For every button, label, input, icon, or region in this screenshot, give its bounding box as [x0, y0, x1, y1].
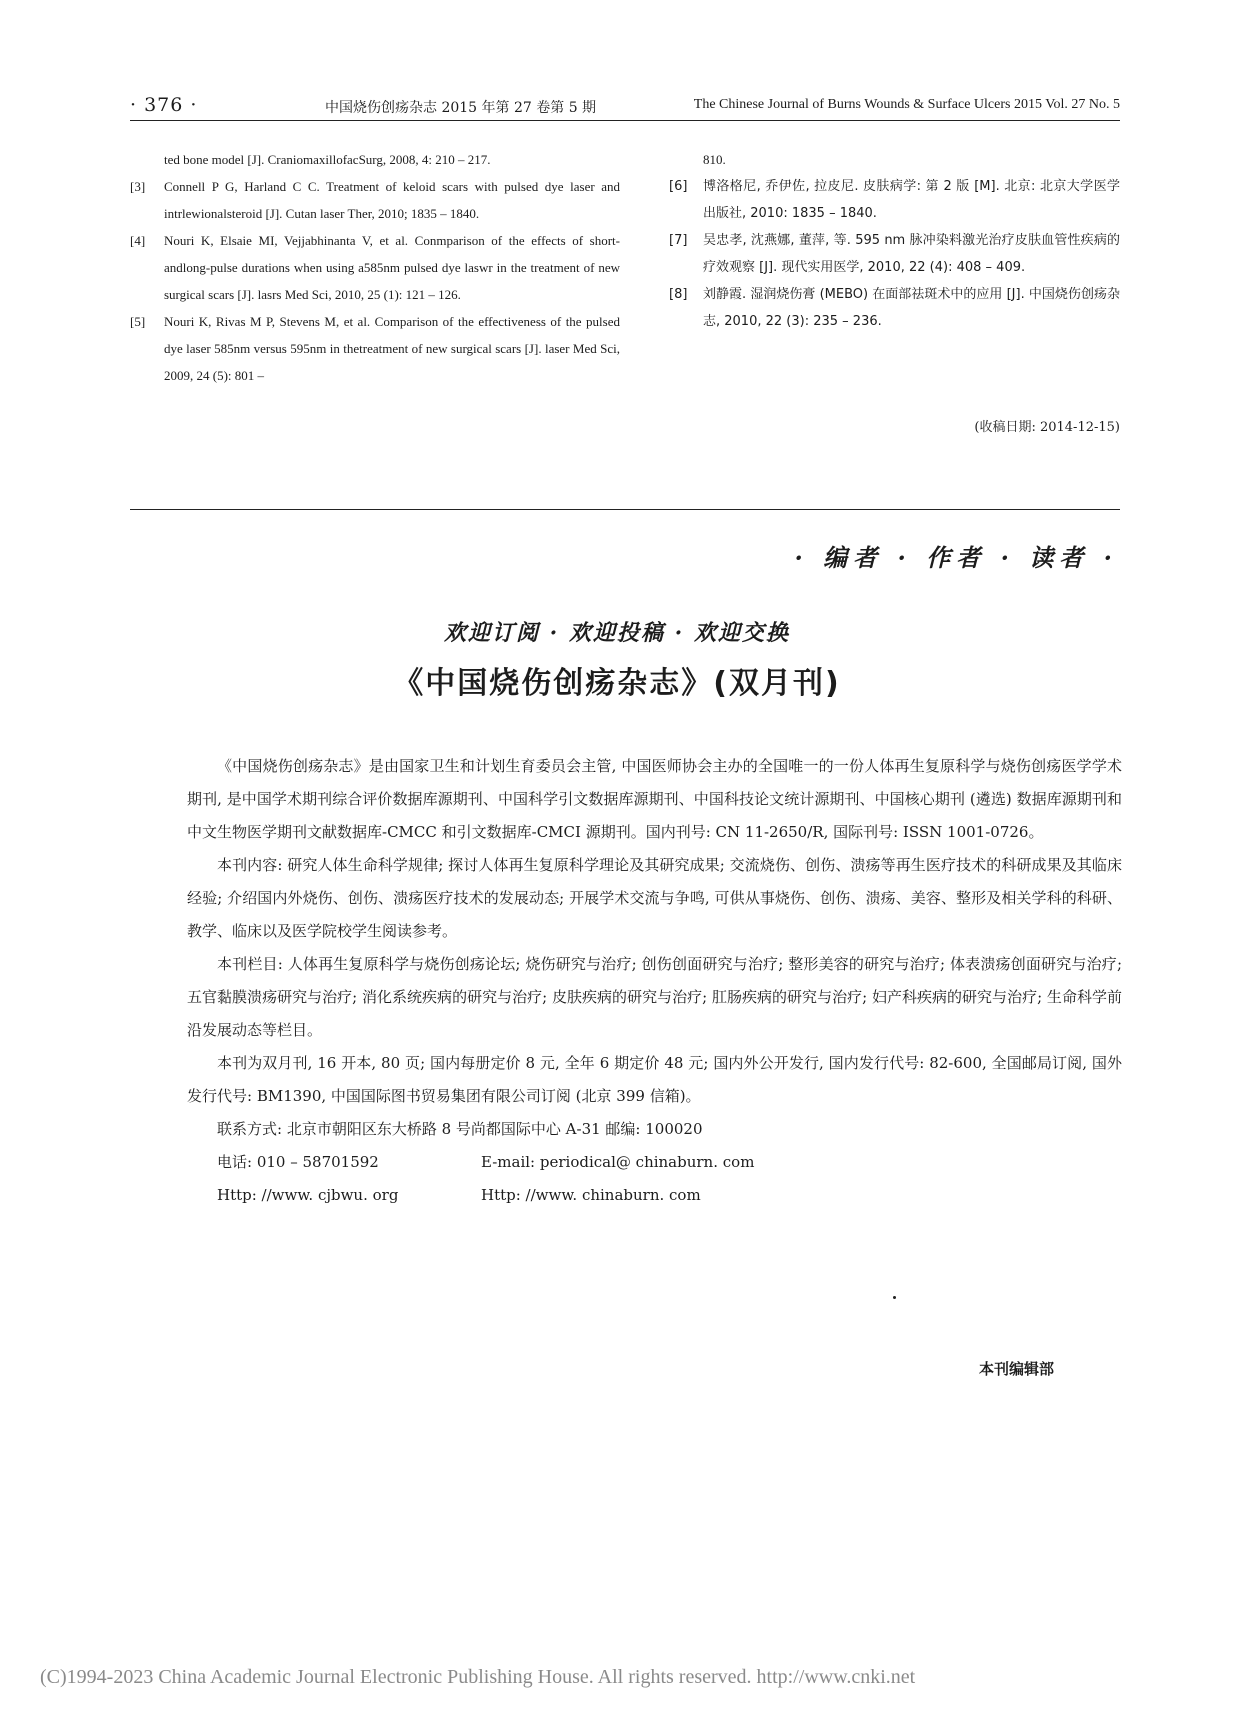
- references-right-column: [669, 146, 1120, 335]
- contact-website-1: Http: //www. cjbwu. org: [217, 1186, 399, 1204]
- notice-body: [187, 750, 1122, 1212]
- reference-text: 吴忠孝, 沈燕娜, 董萍, 等. 595 nm 脉冲染料激光治疗皮肤血管性疾病的疗效观察 [J]. 现代实用医学, 2010, 22 (4): 408 – 409.: [703, 233, 1120, 275]
- reference-number: [5]: [130, 314, 146, 329]
- reference-entry: [130, 146, 620, 173]
- contact-phone: 电话: 010 – 58701592: [217, 1153, 379, 1171]
- contact-row-phone-email: [187, 1146, 1122, 1179]
- section-divider: [130, 509, 1120, 510]
- page-number: · 376 ·: [130, 94, 198, 116]
- reference-number: [8]: [669, 287, 688, 302]
- editorial-signature: 本刊编辑部: [978, 1360, 1054, 1378]
- received-date: (收稿日期: 2014-12-15): [974, 420, 1120, 435]
- column-label: · 编者 · 作者 · 读者 ·: [794, 543, 1118, 572]
- notice-paragraph: 本刊为双月刊, 16 开本, 80 页; 国内每册定价 8 元, 全年 6 期定价 48 元; 国内外公开发行, 国内发行代号: 82-600, 全国邮局订阅, 国外发行代号: BM1390, 中国国际图书贸易集团有限公司订阅 (北京 399 信箱)。: [187, 1054, 1122, 1105]
- reference-entry: [130, 308, 620, 389]
- contact-email: E-mail: periodical@ chinaburn. com: [481, 1153, 755, 1171]
- contact-website-2: Http: //www. chinaburn. com: [481, 1186, 701, 1204]
- stray-dot: [893, 1296, 896, 1299]
- copyright-footer: (C)1994-2023 China Academic Journal Electronic Publishing House. All rights reserved. http://www.cnki.net: [40, 1666, 916, 1688]
- reference-number: [3]: [130, 179, 146, 194]
- journal-title-cn: 中国烧伤创疡杂志 2015 年第 27 卷第 5 期: [325, 100, 597, 116]
- reference-entry: [130, 227, 620, 308]
- reference-text: Nouri K, Rivas M P, Stevens M, et al. Comparison of the effectiveness of the pulsed dye laser 585nm versus 595nm in thetreatment of new surgical scars [J]. laser Med Sci, 2009, 24 (5): 801 –: [164, 314, 620, 383]
- reference-entry: [669, 173, 1120, 227]
- notice-paragraph: 联系方式: 北京市朝阳区东大桥路 8 号尚都国际中心 A-31 邮编: 100020: [217, 1120, 703, 1138]
- reference-entry: [669, 146, 1120, 173]
- reference-text: 刘静霞. 湿润烧伤膏 (MEBO) 在面部祛斑术中的应用 [J]. 中国烧伤创疡杂志, 2010, 22 (3): 235 – 236.: [703, 287, 1120, 329]
- notice-paragraph: 《中国烧伤创疡杂志》是由国家卫生和计划生育委员会主管, 中国医师协会主办的全国唯一的一份人体再生复原科学与烧伤创疡医学学术期刊, 是中国学术期刊综合评价数据库源期刊、中国科学引文数据库源期刊、中国科技论文统计源期刊、中国核心期刊 (遴选) 数据库源期刊和中文生物医学期刊文献数据库-CMCC 和引文数据库-CMCI 源期刊。国内刊号: CN 11-2650/R, 国际刊号: ISSN 1001-0726。: [187, 757, 1122, 841]
- reference-text: ted bone model [J]. CraniomaxillofacSurg, 2008, 4: 210 – 217.: [164, 152, 491, 167]
- header-rule: [130, 120, 1120, 121]
- reference-entry: [130, 173, 620, 227]
- reference-text: 博洛格尼, 乔伊佐, 拉皮尼. 皮肤病学: 第 2 版 [M]. 北京: 北京大学医学出版社, 2010: 1835 – 1840.: [703, 179, 1120, 221]
- reference-entry: [669, 227, 1120, 281]
- notice-paragraph: 本刊栏目: 人体再生复原科学与烧伤创疡论坛; 烧伤研究与治疗; 创伤创面研究与治疗; 整形美容的研究与治疗; 体表溃疡创面研究与治疗; 五官黏膜溃疡研究与治疗; 消化系统疾病的研究与治疗; 皮肤疾病的研究与治疗; 肛肠疾病的研究与治疗; 妇产科疾病的研究与治疗; 生命科学前沿发展动态等栏目。: [187, 955, 1122, 1039]
- reference-entry: [669, 281, 1120, 335]
- reference-number: [4]: [130, 233, 146, 248]
- contact-row-websites: [187, 1179, 1122, 1212]
- reference-number: [7]: [669, 233, 688, 248]
- reference-text: Connell P G, Harland C C. Treatment of keloid scars with pulsed dye laser and intrlewionalsteroid [J]. Cutan laser Ther, 2010; 1835 – 1840.: [164, 179, 620, 221]
- notice-paragraph: 本刊内容: 研究人体生命科学规律; 探讨人体再生复原科学理论及其研究成果; 交流烧伤、创伤、溃疡等再生医疗技术的科研成果及其临床经验; 介绍国内外烧伤、创伤、溃疡医疗技术的发展动态; 开展学术交流与争鸣, 可供从事烧伤、创伤、溃疡、美容、整形及相关学科的科研、教学、临床以及医学院校学生阅读参考。: [187, 856, 1122, 940]
- reference-text: Nouri K, Elsaie MI, Vejjabhinanta V, et al. Conmparison of the effects of short-andlong-pulse durations when using a585nm pulsed dye laswr in the treatment of new surgical scars [J]. lasrs Med Sci, 2010, 25 (1): 121 – 126.: [164, 233, 620, 302]
- reference-text: 810.: [703, 152, 726, 167]
- notice-slogan: 欢迎订阅 · 欢迎投稿 · 欢迎交换: [444, 620, 790, 646]
- references-left-column: [130, 146, 620, 389]
- reference-number: [6]: [669, 179, 688, 194]
- notice-title: 《中国烧伤创疡杂志》(双月刊): [393, 666, 841, 701]
- journal-title-en: The Chinese Journal of Burns Wounds & Surface Ulcers 2015 Vol. 27 No. 5: [693, 97, 1120, 112]
